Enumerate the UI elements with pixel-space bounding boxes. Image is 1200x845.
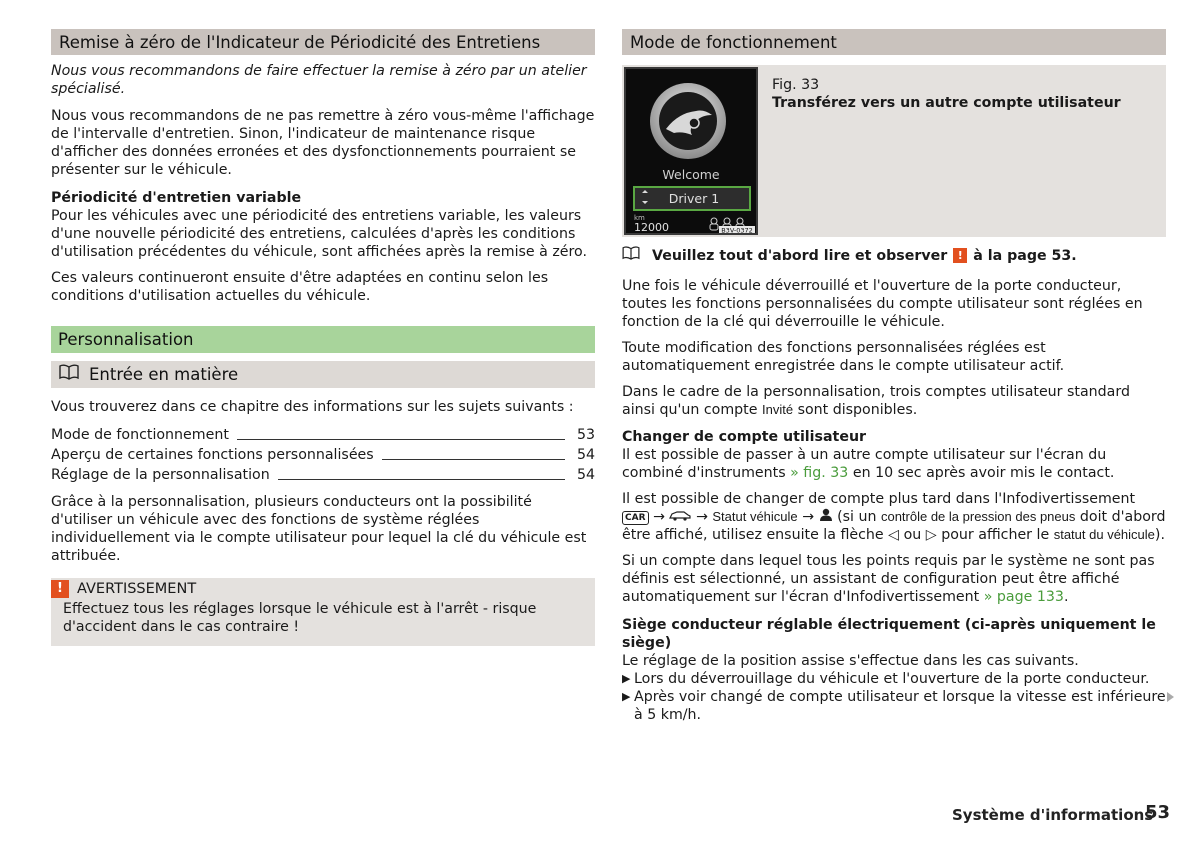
variable-paragraph: Pour les véhicules avec une périodicité des entretiens variable, les valeurs d'une nouvelle périodicité des entretiens, calculées d'après les conditions d'utilisation précédentes du véhicule, sont affichées après la remise à zéro. [51, 208, 587, 260]
screen-km-value: 12000 [634, 221, 669, 233]
right-column [622, 29, 1166, 724]
seat-paragraph: Le réglage de la position assise s'effectue dans les cas suivants. [622, 653, 1079, 669]
continue-arrow-icon [1167, 692, 1174, 702]
continue-paragraph: Ces valeurs continueront ensuite d'être adaptées en continu selon les conditions d'utilisation actuelles du véhicule. [51, 270, 549, 304]
auto-save-paragraph: Toute modification des fonctions personnalisées réglées est automatiquement enregistrée dans le compte utilisateur actif. [622, 340, 1065, 374]
infotainment-path-paragraph: Il est possible de changer de compte plus tard dans l'Infodivertissement CAR → → Statut véhicule → (si un contrôle de la pression des pneus doit d'abord être affiché, utilisez ensuite la flèche ◁ ou ▷ pour afficher le statut du véhicule). [622, 491, 1166, 543]
bullet-icon: ▶ [622, 690, 631, 703]
car-key-icon: CAR [622, 511, 649, 525]
personalisation-heading: Personnalisation [51, 326, 595, 353]
instrument-cluster-screen [624, 67, 758, 235]
arrow-left-icon: ◁ [888, 527, 900, 543]
toc-leader [382, 459, 565, 460]
figure-caption [772, 76, 1152, 112]
arrow-right-icon: ▷ [925, 527, 937, 543]
left-column [51, 29, 595, 646]
user-icon [819, 509, 833, 525]
wizard-paragraph: Si un compte dans lequel tous les points requis par le système ne sont pas définis est sélectionné, un assistant de configuration peut être affiché automatiquement sur l'écran d'Infodivertissement » page 133. [622, 553, 1155, 605]
intro-heading-label: Entrée en matière [89, 364, 239, 384]
seat-title: Siège conducteur réglable électriquement (ci-après uniquement le siège) [622, 617, 1156, 651]
screen-driver-text: Driver 1 [668, 191, 720, 206]
read-first-page-link[interactable]: à la page 53. [973, 247, 1077, 264]
three-accounts-paragraph: Dans le cadre de la personnalisation, trois comptes utilisateur standard ainsi qu'un compte Invité sont disponibles. [622, 384, 1130, 418]
vehicle-status-label: Statut véhicule [712, 509, 798, 524]
screen-welcome-text: Welcome [662, 167, 720, 182]
screen-figure-code: B3V-0372 [721, 226, 753, 233]
toc-item[interactable] [51, 464, 595, 484]
warning-text: Effectuez tous les réglages lorsque le véhicule est à l'arrêt - risque d'accident dans le cas contraire ! [63, 601, 537, 635]
read-first-notice [622, 246, 1166, 265]
toc-item-page: 54 [577, 447, 596, 463]
cluster-display-graphic [626, 69, 756, 233]
toc-item-page: 53 [577, 427, 596, 443]
list-item: ▶ Après voir changé de compte utilisateur et lorsque la vitesse est inférieure à 5 km/h. [622, 689, 1166, 723]
footer-page-number: 53 [1145, 802, 1171, 823]
book-icon [59, 364, 79, 385]
toc-item[interactable] [51, 444, 595, 464]
page-reference-link[interactable]: » page 133 [983, 589, 1064, 605]
footer-section-title: Système d'informations [952, 806, 1154, 824]
guest-account-label: Invité [761, 402, 794, 417]
change-account-paragraph: Il est possible de passer à un autre compte utilisateur sur l'écran du combiné d'instruments » fig. 33 en 10 sec après avoir mis le contact. [622, 447, 1115, 481]
toc-leader [237, 439, 565, 440]
personalisation-paragraph: Grâce à la personnalisation, plusieurs conducteurs ont la possibilité d'utiliser un véhicule avec des fonctions de système réglées individuellement via le compte utilisateur pour lequel la clé du véhicule est attribuée. [51, 494, 587, 564]
toc-item-label: Réglage de la personnalisation [51, 467, 270, 483]
read-first-text: Veuillez tout d'abord lire et observer [652, 247, 948, 264]
toc-leader [278, 479, 565, 480]
figure-reference-link[interactable]: » fig. 33 [790, 465, 849, 481]
list-item: ▶ Lors du déverrouillage du véhicule et l'ouverture de la porte conducteur. [622, 671, 1150, 687]
toc-item-label: Mode de fonctionnement [51, 427, 229, 443]
change-account-title: Changer de compte utilisateur [622, 429, 867, 445]
bullet-icon: ▶ [622, 672, 631, 685]
book-icon [622, 246, 640, 265]
figure-33 [622, 65, 1166, 237]
intro-heading [51, 361, 595, 388]
figure-number: Fig. 33 [772, 77, 820, 93]
variable-title: Périodicité d'entretien variable [51, 190, 302, 206]
reset-intro: Nous vous recommandons de faire effectuer la remise à zéro par un atelier spécialisé. [51, 63, 587, 97]
warning-box [51, 578, 595, 646]
mode-heading: Mode de fonctionnement [622, 29, 1166, 55]
warning-icon: ! [953, 248, 967, 263]
car-icon [669, 509, 691, 525]
toc-item-page: 54 [577, 467, 596, 483]
toc-item[interactable] [51, 424, 595, 444]
figure-caption-text: Transférez vers un autre compte utilisateur [772, 95, 1121, 111]
screen-km-unit: km [634, 214, 645, 222]
warning-icon: ! [51, 580, 69, 598]
reset-paragraph: Nous vous recommandons de ne pas remettre à zéro vous-même l'affichage de l'intervalle d'entretien. Sinon, l'indicateur de maintenance risque d'afficher des données erronées et des dysfonctionnements pourraient se présenter sur le véhicule. [51, 108, 595, 178]
intro-paragraph: Vous trouverez dans ce chapitre des informations sur les sujets suivants : [51, 399, 574, 415]
unlock-paragraph: Une fois le véhicule déverrouillé et l'ouverture de la porte conducteur, toutes les fonctions personnalisées du compte utilisateur sont réglées en fonction de la clé qui déverrouille le véhicule. [622, 278, 1143, 330]
toc-list [51, 424, 595, 484]
reset-heading: Remise à zéro de l'Indicateur de Périodicité des Entretiens [51, 29, 595, 55]
toc-item-label: Aperçu de certaines fonctions personnalisées [51, 447, 374, 463]
warning-title: AVERTISSEMENT [77, 581, 197, 597]
